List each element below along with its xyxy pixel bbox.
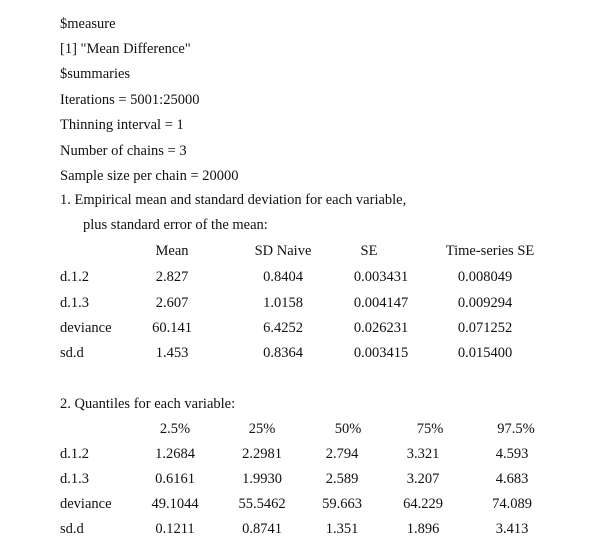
stats-cell: 2.607 — [155, 295, 189, 311]
iterations-line: Iterations = 5001:25000 — [60, 92, 200, 108]
quantile-header: 50% — [334, 421, 362, 437]
quantile-cell: 59.663 — [322, 496, 362, 512]
quantile-header: 2.5% — [159, 421, 191, 437]
stats-cell: 0.015400 — [457, 345, 513, 361]
quantile-cell: 4.593 — [495, 446, 529, 462]
quantile-cell: 1.9930 — [242, 471, 282, 487]
stats-header-mean: Mean — [155, 243, 189, 259]
quantile-cell: 3.207 — [406, 471, 440, 487]
stats-cell: 0.003431 — [353, 269, 409, 285]
thinning-line: Thinning interval = 1 — [60, 117, 184, 133]
stats-cell: 60.141 — [152, 320, 192, 336]
stats-row-name: deviance — [60, 320, 112, 336]
quantile-cell: 3.413 — [495, 521, 529, 537]
quantile-cell: 2.2981 — [242, 446, 282, 462]
quantile-cell: 0.1211 — [155, 521, 195, 537]
quantile-row-name: d.1.2 — [60, 446, 89, 462]
stats-cell: 2.827 — [155, 269, 189, 285]
stats-cell: 0.003415 — [353, 345, 409, 361]
section1-title: 1. Empirical mean and standard deviation for each variable, — [60, 192, 407, 208]
quantile-cell: 64.229 — [403, 496, 443, 512]
quantile-cell: 1.351 — [325, 521, 359, 537]
stats-cell: 0.8364 — [263, 345, 303, 361]
stats-cell: 0.026231 — [353, 320, 409, 336]
quantile-cell: 55.5462 — [238, 496, 286, 512]
section2-title: 2. Quantiles for each variable: — [60, 396, 236, 412]
stats-cell: 1.453 — [155, 345, 189, 361]
stats-cell: 0.008049 — [457, 269, 513, 285]
quantile-row-name: sd.d — [60, 521, 84, 537]
stats-header-sd-naive: SD Naive — [254, 243, 312, 259]
summaries-label: $summaries — [60, 66, 131, 82]
quantile-row-name: deviance — [60, 496, 112, 512]
stats-cell: 0.8404 — [263, 269, 303, 285]
measure-value: [1] "Mean Difference" — [60, 41, 191, 57]
quantile-row-name: d.1.3 — [60, 471, 89, 487]
sample-size-line: Sample size per chain = 20000 — [60, 168, 239, 184]
stats-row-name: d.1.2 — [60, 269, 89, 285]
quantile-cell: 0.6161 — [155, 471, 195, 487]
section1-subtitle: plus standard error of the mean: — [83, 217, 268, 233]
chains-line: Number of chains = 3 — [60, 143, 187, 159]
stats-row-name: sd.d — [60, 345, 84, 361]
stats-cell: 6.4252 — [263, 320, 303, 336]
quantile-cell: 1.896 — [406, 521, 440, 537]
measure-label: $measure — [60, 16, 116, 32]
stats-cell: 0.009294 — [457, 295, 513, 311]
stats-header-se: SE — [360, 243, 378, 259]
quantile-header: 97.5% — [497, 421, 535, 437]
quantile-cell: 74.089 — [492, 496, 532, 512]
stats-cell: 0.004147 — [353, 295, 409, 311]
quantile-cell: 49.1044 — [151, 496, 199, 512]
quantile-cell: 3.321 — [406, 446, 440, 462]
quantile-header: 75% — [416, 421, 444, 437]
quantile-cell: 0.8741 — [242, 521, 282, 537]
stats-cell: 1.0158 — [263, 295, 303, 311]
stats-row-name: d.1.3 — [60, 295, 89, 311]
quantile-cell: 2.794 — [325, 446, 359, 462]
quantile-cell: 1.2684 — [155, 446, 195, 462]
quantile-header: 25% — [248, 421, 276, 437]
stats-header-ts-se: Time-series SE — [445, 243, 535, 259]
quantile-cell: 2.589 — [325, 471, 359, 487]
quantile-cell: 4.683 — [495, 471, 529, 487]
stats-cell: 0.071252 — [457, 320, 513, 336]
